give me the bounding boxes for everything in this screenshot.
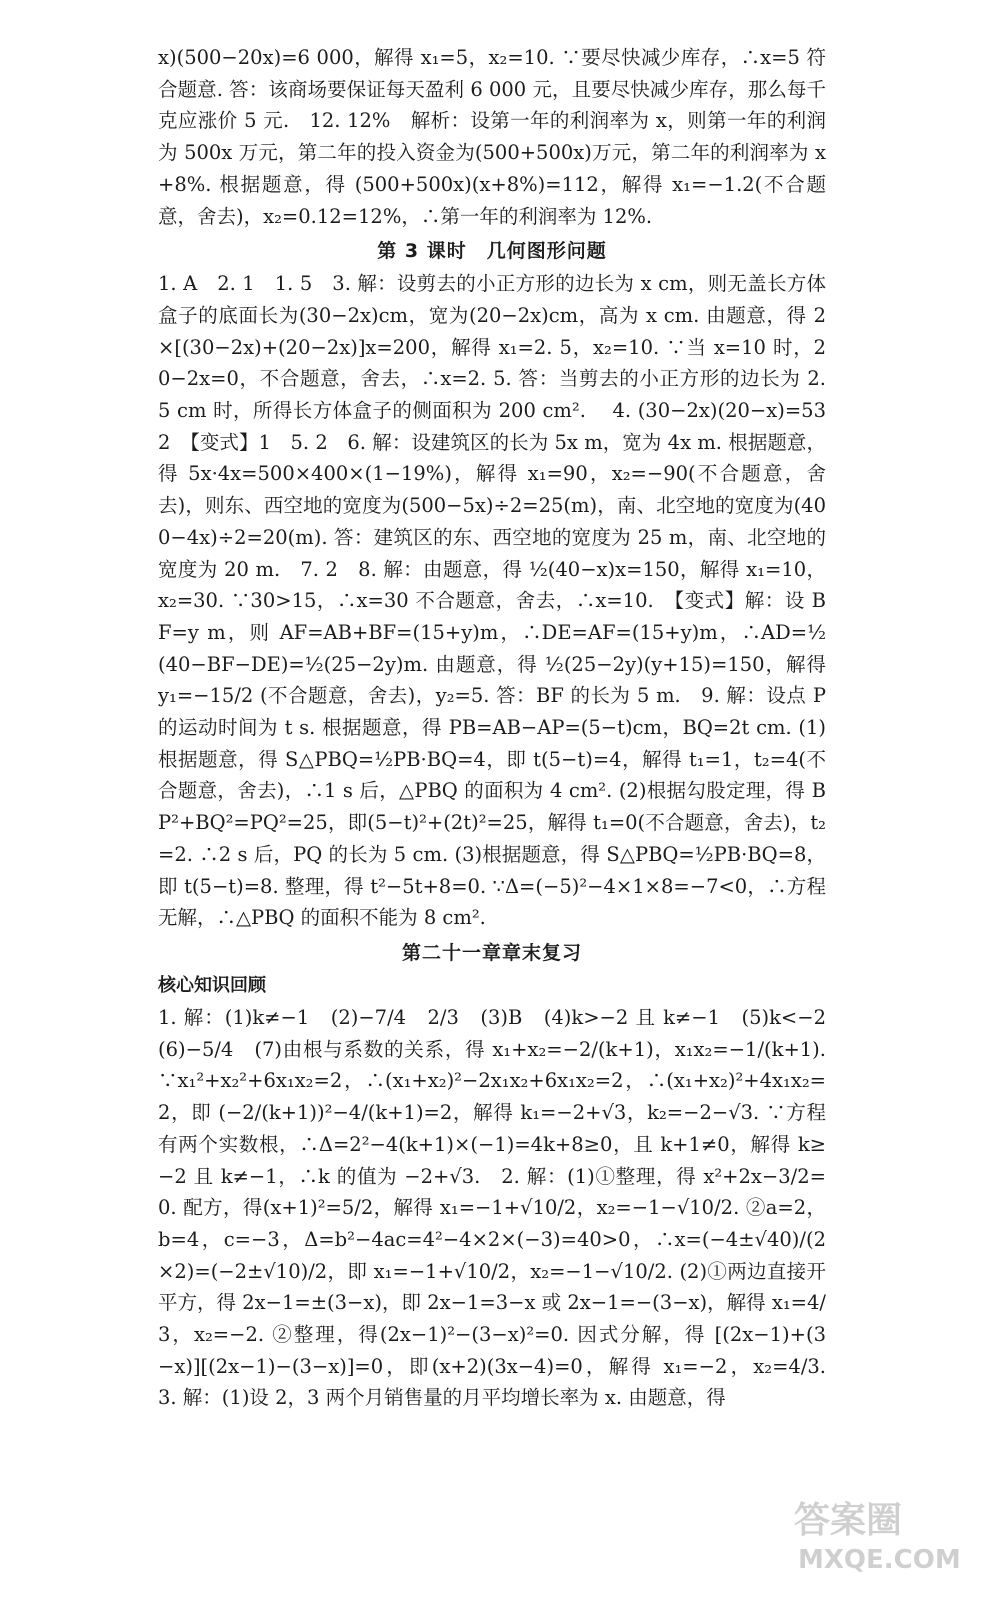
watermark-logo bbox=[788, 1488, 978, 1578]
answer-page bbox=[158, 42, 846, 1414]
chapter-review-heading: 第二十一章章末复习 bbox=[401, 941, 582, 964]
core-review-subheading: 核心知识回顾 bbox=[158, 974, 266, 996]
answer-paragraph-3: 1. 解：(1)k≠−1 (2)−7/4 2/3 (3)B (4)k>−2 且 k≠−1 (5)k<−2 (6)−5/4 (7)由根与系数的关系，得 x₁+x₂=−2/(k+1)，x₁x₂=−1/(k+1). ∵x₁²+x₂²+6x₁x₂=2，∴(x₁+x₂)²−2x₁x₂+6x₁x₂=2，∴(x₁+x₂)²+4x₁x₂=2，即 (−2/(k+1))²−4/(k+1)=2，解得 k₁=−2+√3，k₂=−2−√3. ∵方程有两个实数根，∴Δ=2²−4(k+1)×(−1)=4k+8≥0，且 k+1≠0，解得 k≥−2 且 k≠−1，∴k 的值为 −2+√3. 2. 解：(1)①整理，得 x²+2x−3/2=0. 配方，得(x+1)²=5/2，解得 x₁=−1+√10/2，x₂=−1−√10/2. ②a=2，b=4，c=−3，Δ=b²−4ac=4²−4×2×(−3)=40>0，∴x=(−4±√40)/(2×2)=(−2±√10)/2，即 x₁=−1+√10/2，x₂=−1−√10/2. (2)①两边直接开平方，得 2x−1=±(3−x)，即 2x−1=3−x 或 2x−1=−(3−x)，解得 x₁=4/3，x₂=−2. ②整理，得(2x−1)²−(3−x)²=0. 因式分解，得 [(2x−1)+(3−x)][(2x−1)−(3−x)]=0，即(x+2)(3x−4)=0，解得 x₁=−2，x₂=4/3. 3. 解：(1)设 2，3 两个月销售量的月平均增长率为 x. 由题意，得 bbox=[158, 1005, 846, 1410]
answer-paragraph-1: x)(500−20x)=6 000，解得 x₁=5，x₂=10. ∵要尽快减少库存，∴x=5 符合题意. 答：该商场要保证每天盈利 6 000 元，且要尽快减少库存，那么每千克应涨价 5 元. 12. 12% 解析：设第一年的利润率为 x，则第一年的利润为 500x 万元，第二年的投入资金为(500+500x)万元，第二年的利润率为 x+8%. 根据题意，得 (500+500x)(x+8%)=112，解得 x₁=−1.2(不合题意，舍去)，x₂=0.12=12%，∴第一年的利润率为 12%. bbox=[158, 46, 826, 228]
section-heading-lesson-3: 第 3 课时 几何图形问题 bbox=[377, 240, 607, 263]
answer-paragraph-2: 1. A 2. 1 1. 5 3. 解：设剪去的小正方形的边长为 x cm，则无盖长方体盒子的底面长为(30−2x)cm，宽为(20−2x)cm，高为 x cm. 由题意，得 2×[(30−2x)+(20−2x)]x=200，解得 x₁=2. 5，x₂=10. ∵当 x=10 时，20−2x=0，不合题意，舍去，∴x=2. 5. 答：当剪去的小正方形的边长为 2. 5 cm 时，所得长方体盒子的侧面积为 200 cm². 4. (30−2x)(20−x)=532 【变式】1 5. 2 6. 解：设建筑区的长为 5x m，宽为 4x m. 根据题意，得 5x·4x=500×400×(1−19%)，解得 x₁=90，x₂=−90(不合题意，舍去)，则东、西空地的宽度为(500−5x)÷2=25(m)，南、北空地的宽度为(400−4x)÷2=20(m). 答：建筑区的东、西空地的宽度为 25 m，南、北空地的宽度为 20 m. 7. 2 8. 解：由题意，得 ½(40−x)x=150，解得 x₁=10，x₂=30. ∵30>15，∴x=30 不合题意，舍去，∴x=10. 【变式】解：设 BF=y m，则 AF=AB+BF=(15+y)m，∴DE=AF=(15+y)m，∴AD=½(40−BF−DE)=½(25−2y)m. 由题意，得 ½(25−2y)(y+15)=150，解得 y₁=−15/2 (不合题意，舍去)，y₂=5. 答：BF 的长为 5 m. 9. 解：设点 P 的运动时间为 t s. 根据题意，得 PB=AB−AP=(5−t)cm，BQ=2t cm. (1)根据题意，得 S△PBQ=½PB·BQ=4，即 t(5−t)=4，解得 t₁=1，t₂=4(不合题意，舍去)，∴1 s 后，△PBQ 的面积为 4 cm². (2)根据勾股定理，得 BP²+BQ²=PQ²=25，即(5−t)²+(2t)²=25，解得 t₁=0(不合题意，舍去)，t₂=2. ∴2 s 后，PQ 的长为 5 cm. (3)根据题意，得 S△PBQ=½PB·BQ=8，即 t(5−t)=8. 整理，得 t²−5t+8=0. ∵Δ=(−5)²−4×1×8=−7<0，∴方程无解，∴△PBQ 的面积不能为 8 cm². bbox=[158, 272, 826, 930]
watermark-title: 答案圈 bbox=[794, 1500, 903, 1541]
watermark-url: MXQE.COM bbox=[798, 1545, 961, 1575]
